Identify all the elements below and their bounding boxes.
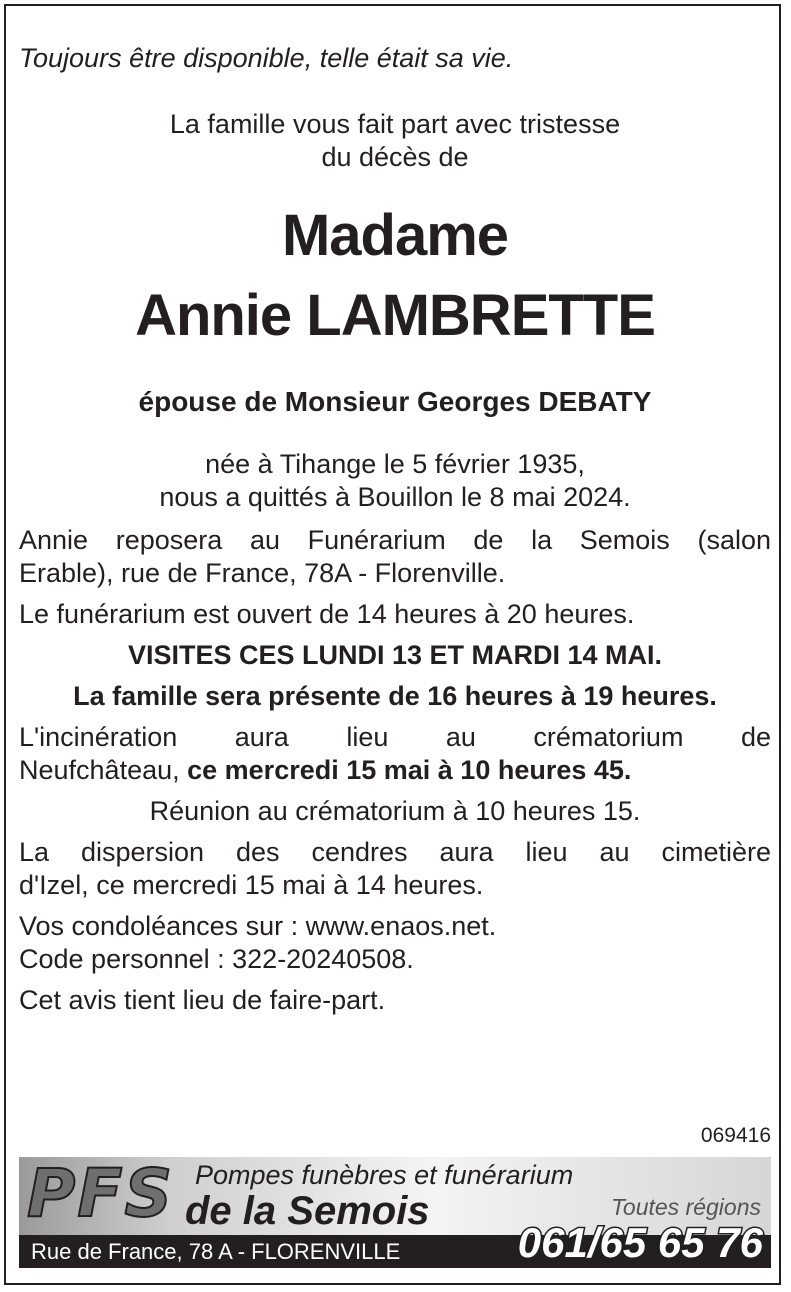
rest-info: [19, 524, 771, 590]
cremation-place: Neufchâteau,: [19, 755, 188, 785]
dispersion-line-2: d'Izel, ce mercredi 15 mai à 14 heures.: [19, 870, 484, 900]
cremation-info: [19, 721, 771, 787]
banner-tagline: Pompes funèbres et funérarium: [195, 1160, 574, 1190]
family-present: La famille sera présente de 16 heures à 19 heures.: [73, 681, 717, 711]
cremation-line-2: [19, 754, 771, 787]
spouse: épouse de Monsieur Georges DEBATY: [138, 386, 652, 417]
banner-address: Rue de France, 78 A - FLORENVILLE: [31, 1239, 401, 1264]
born-line-1: née à Tihange le 5 février 1935,: [205, 449, 585, 479]
rest-line-2: Erable), rue de France, 78A - Florenville.: [19, 558, 506, 588]
condolences-line-2: Code personnel : 322-20240508.: [19, 944, 414, 974]
banner-company: de la Semois: [185, 1189, 430, 1233]
meeting-info: Réunion au crématorium à 10 heures 15.: [149, 796, 641, 826]
opening-hours: Le funérarium est ouvert de 14 heures à 20 heures.: [19, 599, 635, 629]
banner-phone: 061/65 65 76: [517, 1219, 763, 1266]
motto: Toujours être disponible, telle était sa vie.: [19, 43, 514, 73]
funeral-home-banner: [19, 1157, 771, 1268]
visits: VISITES CES LUNDI 13 ET MARDI 14 MAI.: [127, 640, 663, 670]
born-line-2: nous a quittés à Bouillon le 8 mai 2024.: [159, 482, 631, 512]
condolences-line-1: Vos condoléances sur : www.enaos.net.: [19, 911, 497, 941]
banner-regions: Toutes régions: [610, 1194, 761, 1220]
dispersion-line-1: La dispersion des cendres aura lieu au cimetière: [19, 837, 771, 867]
deceased-name: [19, 196, 771, 356]
notice-note: Cet avis tient lieu de faire-part.: [19, 985, 386, 1015]
name-full: Annie LAMBRETTE: [135, 283, 655, 348]
intro-line-1: La famille vous fait part avec tristesse: [169, 109, 621, 139]
death-notice: [19, 38, 771, 1017]
cremation-time: ce mercredi 15 mai à 10 heures 45.: [187, 755, 632, 785]
rest-line-1: Annie reposera au Funérarium de la Semois (salon: [19, 525, 771, 555]
pfs-logo: PFS: [27, 1155, 174, 1232]
condolences-info: [19, 910, 771, 976]
intro: [19, 108, 771, 174]
cremation-line-1: L'incinération aura lieu au crématorium de: [19, 722, 771, 752]
reference-number: 069416: [700, 1124, 771, 1147]
dispersion-info: [19, 836, 771, 902]
name-title: Madame: [281, 203, 509, 268]
birth-death-info: [19, 448, 771, 514]
intro-line-2: du décès de: [321, 142, 469, 172]
